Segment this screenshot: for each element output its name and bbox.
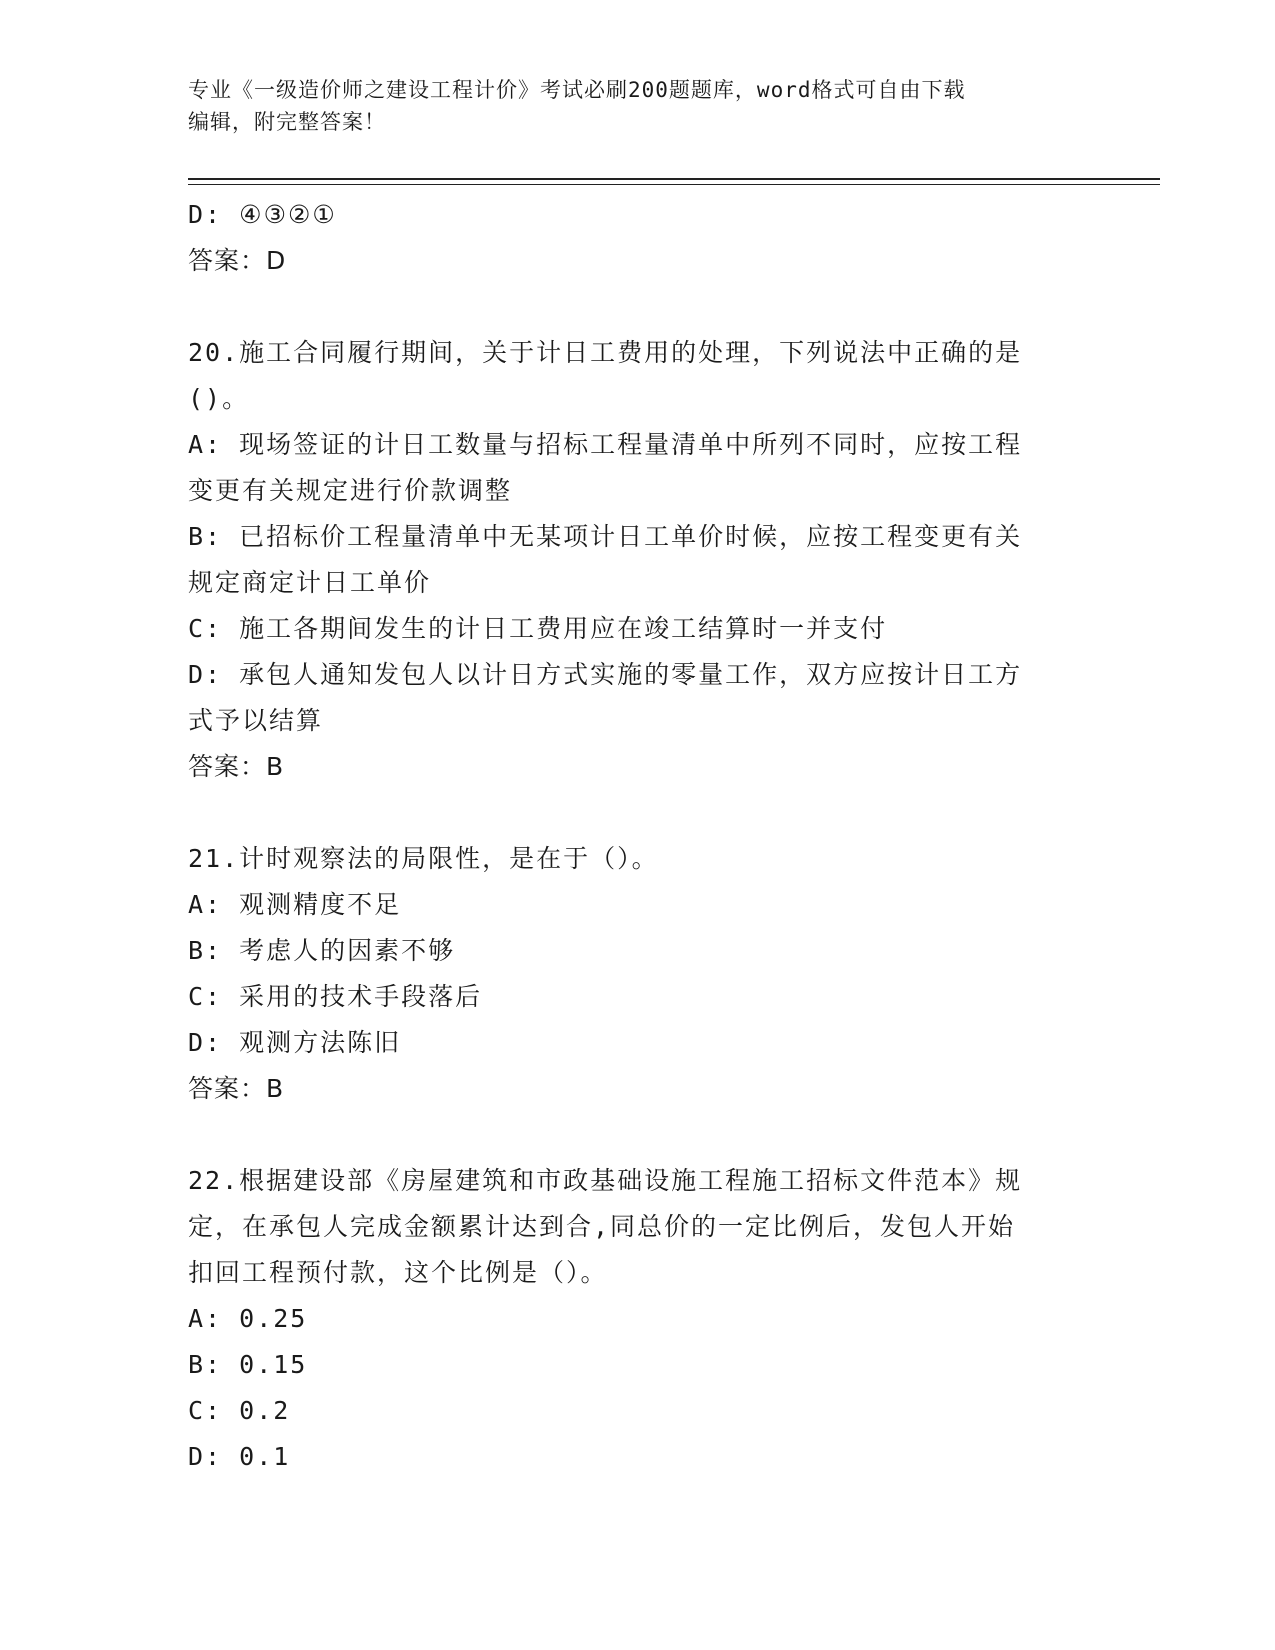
header-line-2: 编辑，附完整答案！ [188,110,386,134]
option-c: C: 0.2 [188,1396,291,1425]
option-a: A: 观测精度不足 [188,890,402,919]
option-b: B: 0.15 [188,1350,308,1379]
option-d: D: 观测方法陈旧 [188,1028,402,1057]
option-c: C: 施工各期间发生的计日工费用应在竣工结算时一并支付 [188,614,888,643]
header-rule-thin [188,184,1160,185]
answer-label: 答案：B [188,1074,285,1103]
question-21 [188,836,1088,1112]
option-b: B: 考虑人的因素不够 [188,936,456,965]
option-d: D: ④③②① [188,200,337,229]
question-stem-cont: 扣回工程预付款，这个比例是（）。 [188,1258,608,1287]
option-a-cont: 变更有关规定进行价款调整 [188,476,513,505]
question-22 [188,1158,1088,1480]
option-d: D: 承包人通知发包人以计日方式实施的零量工作，双方应按计日工方 [188,660,1023,689]
option-a: A: 现场签证的计日工数量与招标工程量清单中所列不同时，应按工程 [188,430,1023,459]
header-rule-thick [188,178,1160,180]
option-c: C: 采用的技术手段落后 [188,982,483,1011]
question-list [188,192,1088,1480]
question-19-tail [188,192,1088,284]
page-header [188,74,1068,138]
header-line-1: 专业《一级造价师之建设工程计价》考试必刷200题题库，word格式可自由下载 [188,78,966,102]
question-20 [188,330,1088,790]
question-stem: 20.施工合同履行期间，关于计日工费用的处理，下列说法中正确的是 [188,338,1023,367]
question-stem: 21.计时观察法的局限性，是在于（）。 [188,844,659,873]
question-stem: 22.根据建设部《房屋建筑和市政基础设施工程施工招标文件范本》规 [188,1166,1023,1195]
option-d-cont: 式予以结算 [188,706,324,735]
option-d: D: 0.1 [188,1442,291,1471]
option-b-cont: 规定商定计日工单价 [188,568,432,597]
question-stem-cont: ()。 [188,384,250,413]
question-stem-cont: 定，在承包人完成金额累计达到合,同总价的一定比例后，发包人开始 [188,1212,1016,1241]
option-b: B: 已招标价工程量清单中无某项计日工单价时候，应按工程变更有关 [188,522,1023,551]
answer-label: 答案：B [188,752,285,781]
option-a: A: 0.25 [188,1304,308,1333]
answer-label: 答案：D [188,246,287,275]
